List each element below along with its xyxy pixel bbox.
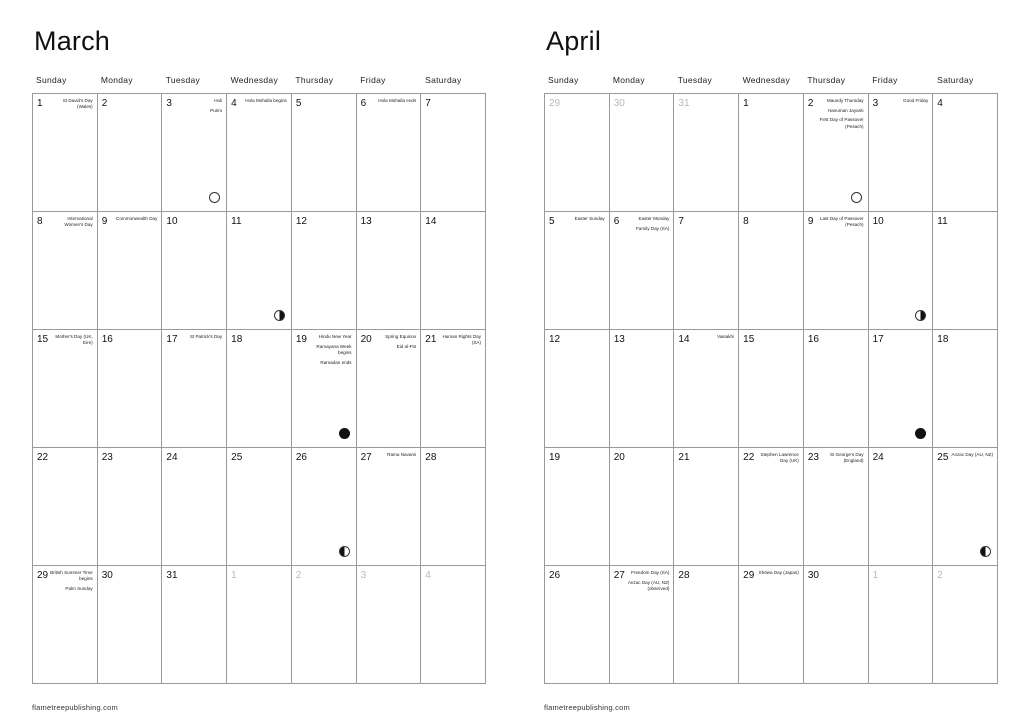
day-number: 20 [360,334,372,345]
calendar-day-cell[interactable] [357,566,422,684]
weekday-label: Sunday [548,75,579,85]
day-number: 24 [872,452,884,463]
calendar-day-cell[interactable] [933,566,998,684]
calendar-day-cell[interactable] [33,330,98,448]
event-label: Vaisakhi [717,334,735,339]
calendar-day-cell[interactable] [227,94,292,212]
day-number: 3 [166,98,172,109]
day-number: 7 [678,216,684,227]
moon-phase-last-icon [339,546,350,557]
event-label: Purim [210,107,223,113]
calendar-day-cell[interactable] [292,448,357,566]
day-events [820,98,864,133]
day-number: 21 [678,452,690,463]
calendar-day-cell[interactable] [739,212,804,330]
day-number: 5 [549,216,555,227]
day-number: 25 [231,452,243,463]
moon-phase-first-icon [915,310,926,321]
calendar-grid-march [32,93,486,684]
calendar-day-cell[interactable] [98,448,163,566]
calendar-day-cell[interactable] [610,94,675,212]
calendar-day-cell[interactable] [421,566,486,684]
calendar-day-cell[interactable] [98,94,163,212]
calendar-day-cell[interactable] [292,212,357,330]
day-number: 10 [872,216,884,227]
calendar-day-cell[interactable] [674,330,739,448]
calendar-day-cell[interactable] [33,94,98,212]
event-label: Ramayana Week begins [316,343,352,355]
event-label: Hola Mohalla begins [245,98,287,103]
day-number: 6 [613,216,620,227]
calendar-day-cell[interactable] [292,566,357,684]
day-events [561,216,605,226]
day-number: 1 [37,98,43,109]
calendar-day-cell[interactable] [33,212,98,330]
day-number: 13 [360,216,372,227]
day-number: 19 [295,334,307,345]
event-label: Hola Mohalla ends [378,98,417,103]
day-number: 17 [166,334,178,345]
calendar-day-cell[interactable] [421,330,486,448]
day-number: 17 [872,334,884,345]
event-label: Easter Sunday [574,216,605,221]
calendar-day-cell[interactable] [98,566,163,684]
day-number: 6 [360,98,367,109]
day-number: 9 [807,216,814,227]
day-events [49,216,93,232]
day-events [49,98,93,114]
calendar-day-cell[interactable] [33,448,98,566]
moon-phase-full-icon [339,428,350,439]
day-number: 14 [678,334,690,345]
event-label: Easter Monday [638,216,670,221]
event-label: St George's Day (England) [830,452,864,464]
day-number: 31 [678,98,690,109]
day-number: 12 [295,216,307,227]
day-number: 31 [166,570,178,581]
day-number: 26 [295,452,307,463]
calendar-day-cell[interactable] [227,448,292,566]
month-title: April [546,26,602,56]
calendar-day-cell[interactable] [933,330,998,448]
day-number: 28 [678,570,690,581]
weekday-label: Monday [612,75,645,85]
day-events [755,570,799,580]
calendar-day-cell[interactable] [674,566,739,684]
calendar-day-cell[interactable] [98,212,163,330]
calendar-day-cell[interactable] [933,448,998,566]
day-number: 30 [613,98,625,109]
weekday-label: Saturday [937,75,974,85]
day-events [372,334,416,353]
day-number: 30 [807,570,819,581]
day-number: 22 [37,452,49,463]
event-label: British Summer Time begins [50,570,93,582]
calendar-day-cell[interactable] [292,330,357,448]
day-number: 11 [231,216,242,227]
calendar-day-cell[interactable] [227,212,292,330]
calendar-day-cell[interactable] [804,212,869,330]
weekday-label: Sunday [36,75,67,85]
calendar-day-cell[interactable] [739,566,804,684]
calendar-day-cell[interactable] [804,94,869,212]
event-label: Anzac Day (AU, NZ) [951,452,993,457]
calendar-day-cell[interactable] [674,212,739,330]
calendar-day-cell[interactable] [162,212,227,330]
event-label: Holi [214,98,223,103]
event-label: International Women's Day [64,216,93,228]
weekday-label: Saturday [425,75,462,85]
event-label: Hanuman Jayanti [827,107,864,113]
day-number: 4 [937,98,943,109]
calendar-day-cell[interactable] [292,94,357,212]
calendar-day-cell[interactable] [869,94,934,212]
day-number: 2 [295,570,302,581]
event-label: Palm Sunday [65,585,93,591]
event-label: Stephen Lawrence Day (UK) [760,452,799,464]
day-number: 7 [425,98,431,109]
day-number: 2 [101,98,108,109]
calendar-day-cell[interactable] [674,448,739,566]
month-panel-april [512,0,1024,726]
weekday-label: Wednesday [230,75,278,85]
day-events [820,452,864,468]
calendar-day-cell[interactable] [357,330,422,448]
calendar-day-cell[interactable] [674,94,739,212]
event-label: Shōwa Day (Japan) [758,570,799,575]
calendar-day-cell[interactable] [869,212,934,330]
day-number: 16 [807,334,819,345]
calendar-day-cell[interactable] [610,566,675,684]
calendar-day-cell[interactable] [804,448,869,566]
day-number: 21 [425,334,437,345]
event-label: Maundy Thursday [826,98,864,103]
day-events [625,216,669,235]
event-label: Human Rights Day (SA) [442,334,481,346]
day-number: 1 [743,98,749,109]
day-number: 4 [231,98,237,109]
calendar-day-cell[interactable] [357,94,422,212]
calendar-day-cell[interactable] [162,330,227,448]
day-number: 1 [872,570,879,581]
moon-phase-last-icon [980,546,991,557]
calendar-day-cell[interactable] [610,330,675,448]
weekday-label: Monday [100,75,133,85]
day-number: 15 [37,334,49,345]
day-number: 15 [743,334,755,345]
calendar-day-cell[interactable] [869,448,934,566]
month-title: March [34,26,111,56]
day-number: 1 [231,570,237,581]
event-label: Freedom Day (SA) [631,570,670,575]
weekday-label: Wednesday [742,75,790,85]
moon-phase-first-icon [274,310,285,321]
calendar-day-cell[interactable] [545,330,610,448]
day-number: 26 [549,570,561,581]
calendar-day-cell[interactable] [739,94,804,212]
day-number: 28 [425,452,437,463]
calendar-day-cell[interactable] [610,448,675,566]
calendar-day-cell[interactable] [869,566,934,684]
calendar-day-cell[interactable] [162,448,227,566]
calendar-day-cell[interactable] [227,330,292,448]
day-number: 2 [937,570,943,581]
day-number: 11 [937,216,948,227]
day-number: 30 [101,570,113,581]
footer-url: flametreepublishing.com [32,703,118,712]
calendar-day-cell[interactable] [421,94,486,212]
day-number: 10 [166,216,178,227]
day-events [437,334,481,350]
footer-url: flametreepublishing.com [544,703,630,712]
calendar-day-cell[interactable] [804,330,869,448]
day-number: 24 [166,452,178,463]
weekday-header-row [544,75,998,85]
weekday-label: Thursday [807,75,846,85]
event-label: Rama Navami [387,452,417,457]
day-number: 12 [549,334,561,345]
weekday-label: Friday [360,75,386,85]
event-label: Spring Equinox [385,334,417,339]
calendar-day-cell[interactable] [545,94,610,212]
day-number: 27 [360,452,372,463]
day-events [372,452,416,462]
calendar-day-cell[interactable] [421,212,486,330]
day-events [884,98,928,108]
day-number: 14 [425,216,437,227]
day-events [755,452,799,468]
day-number: 23 [101,452,113,463]
day-number: 13 [613,334,625,345]
event-label: First Day of Passover (Pesach) [819,117,864,129]
calendar-day-cell[interactable] [162,566,227,684]
day-number: 29 [549,98,561,109]
calendar-day-cell[interactable] [162,94,227,212]
event-label: St David's Day (Wales) [62,98,93,110]
calendar-day-cell[interactable] [804,566,869,684]
day-number: 5 [295,98,302,109]
calendar-day-cell[interactable] [610,212,675,330]
day-number: 29 [37,570,49,581]
calendar-day-cell[interactable] [933,94,998,212]
calendar-day-cell[interactable] [421,448,486,566]
event-label: Good Friday [903,98,929,103]
calendar-day-cell[interactable] [739,330,804,448]
event-label: Last Day of Passover (Pesach) [819,216,864,228]
event-label: Anzac Day (AU, NZ) (observed) [627,579,670,591]
weekday-label: Tuesday [165,75,201,85]
event-label: Mother's Day (UK, Eire) [55,334,93,346]
event-label: Eid al-Fitr [396,343,417,349]
moon-phase-new-icon [209,192,220,203]
day-number: 3 [872,98,879,109]
calendar-day-cell[interactable] [357,212,422,330]
day-events [690,334,734,344]
calendar-day-cell[interactable] [869,330,934,448]
day-events [625,570,669,596]
day-events [49,334,93,350]
calendar-grid-april [544,93,998,684]
day-events [820,216,864,232]
day-number: 8 [743,216,749,227]
moon-phase-full-icon [915,428,926,439]
calendar-day-cell[interactable] [739,448,804,566]
day-number: 2 [807,98,814,109]
day-number: 16 [101,334,113,345]
day-number: 9 [101,216,108,227]
calendar-day-cell[interactable] [33,566,98,684]
day-events [178,98,222,117]
calendar-day-cell[interactable] [227,566,292,684]
day-number: 20 [613,452,625,463]
day-events [178,334,222,344]
day-events [949,452,993,462]
day-number: 18 [937,334,949,345]
day-number: 23 [807,452,819,463]
day-number: 19 [549,452,561,463]
day-events [113,216,157,226]
event-label: Family Day (SA) [635,225,670,231]
weekday-label: Thursday [295,75,334,85]
event-label: St Patrick's Day [189,334,223,339]
day-events [49,570,93,596]
day-number: 25 [937,452,949,463]
calendar-day-cell[interactable] [933,212,998,330]
day-number: 22 [743,452,755,463]
day-events [372,98,416,108]
day-number: 29 [743,570,755,581]
day-number: 3 [360,570,367,581]
calendar-day-cell[interactable] [545,448,610,566]
calendar-day-cell[interactable] [357,448,422,566]
event-label: Ramadan ends [320,359,352,365]
calendar-day-cell[interactable] [98,330,163,448]
calendar-day-cell[interactable] [545,212,610,330]
event-label: Commonwealth Day [116,216,158,221]
day-number: 8 [37,216,43,227]
weekday-label: Friday [872,75,898,85]
calendar-day-cell[interactable] [545,566,610,684]
moon-phase-new-icon [851,192,862,203]
event-label: Hindu New Year [318,334,352,339]
weekday-header-row [32,75,486,85]
day-events [308,334,352,369]
weekday-label: Tuesday [677,75,713,85]
day-events [243,98,287,108]
day-number: 27 [613,570,625,581]
day-number: 18 [231,334,243,345]
day-number: 4 [425,570,431,581]
